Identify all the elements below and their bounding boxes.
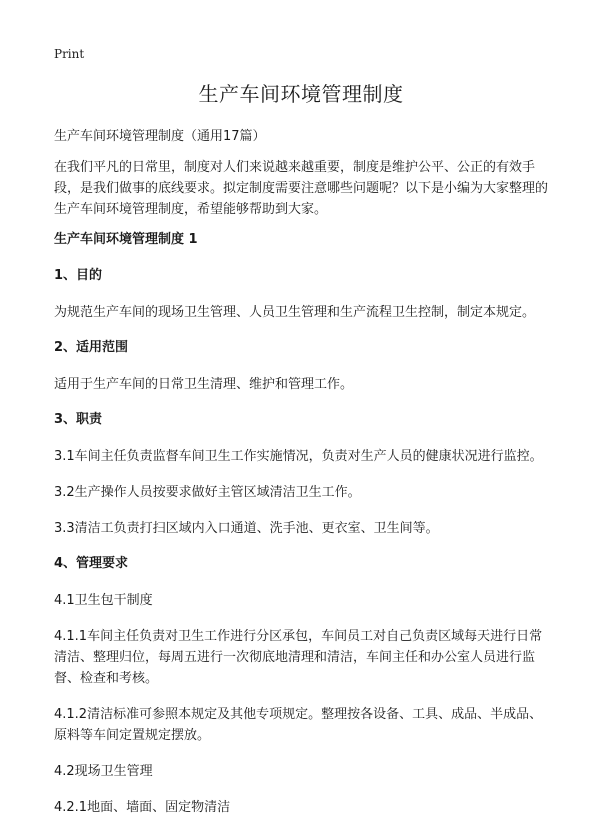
paragraph-mgmt-4-1-1: 4.1.1车间主任负责对卫生工作进行分区承包，车间员工对自己负责区域每天进行日常清洁、整理归位，每周五进行一次彻底地清理和清洁，车间主任和办公室人员进行监督、检查和考核。 xyxy=(54,629,543,686)
paragraph-duty-3-1: 3.1车间主任负责监督车间卫生工作实施情况，负责对生产人员的健康状况进行监控。 xyxy=(54,449,543,464)
paragraph-duty-3-3: 3.3清洁工负责打扫区域内入口通道、洗手池、更衣室、卫生间等。 xyxy=(54,521,439,536)
page-title: 生产车间环境管理制度 xyxy=(198,82,404,106)
print-link[interactable]: Print xyxy=(54,47,85,61)
heading-purpose: 1、目的 xyxy=(54,268,103,283)
heading-scope: 2、适用范围 xyxy=(54,340,129,355)
paragraph-mgmt-4-1: 4.1卫生包干制度 xyxy=(54,593,153,608)
paragraph-purpose: 为规范生产车间的现场卫生管理、人员卫生管理和生产流程卫生控制，制定本规定。 xyxy=(54,305,536,320)
paragraph-mgmt-4-2-1: 4.2.1地面、墙面、固定物清洁 xyxy=(54,800,231,815)
paragraph-mgmt-4-1-2: 4.1.2清洁标准可参照本规定及其他专项规定。整理按各设备、工具、成品、半成品、原料等车间定置规定摆放。 xyxy=(54,707,543,743)
heading-duty: 3、职责 xyxy=(54,412,103,427)
section-title: 生产车间环境管理制度 1 xyxy=(54,232,198,247)
heading-management: 4、管理要求 xyxy=(54,556,129,571)
document-subtitle: 生产车间环境管理制度（通用17篇） xyxy=(54,129,266,144)
paragraph-duty-3-2: 3.2生产操作人员按要求做好主管区域清洁卫生工作。 xyxy=(54,485,361,500)
paragraph-mgmt-4-2: 4.2现场卫生管理 xyxy=(54,764,153,779)
paragraph-scope: 适用于生产车间的日常卫生清理、维护和管理工作。 xyxy=(54,377,354,392)
intro-paragraph: 在我们平凡的日常里，制度对人们来说越来越重要，制度是维护公平、公正的有效手段，是我们做事的底线要求。拟定制度需要注意哪些问题呢？以下是小编为大家整理的生产车间环境管理制度，希望能够帮助到大家。 xyxy=(54,160,549,217)
